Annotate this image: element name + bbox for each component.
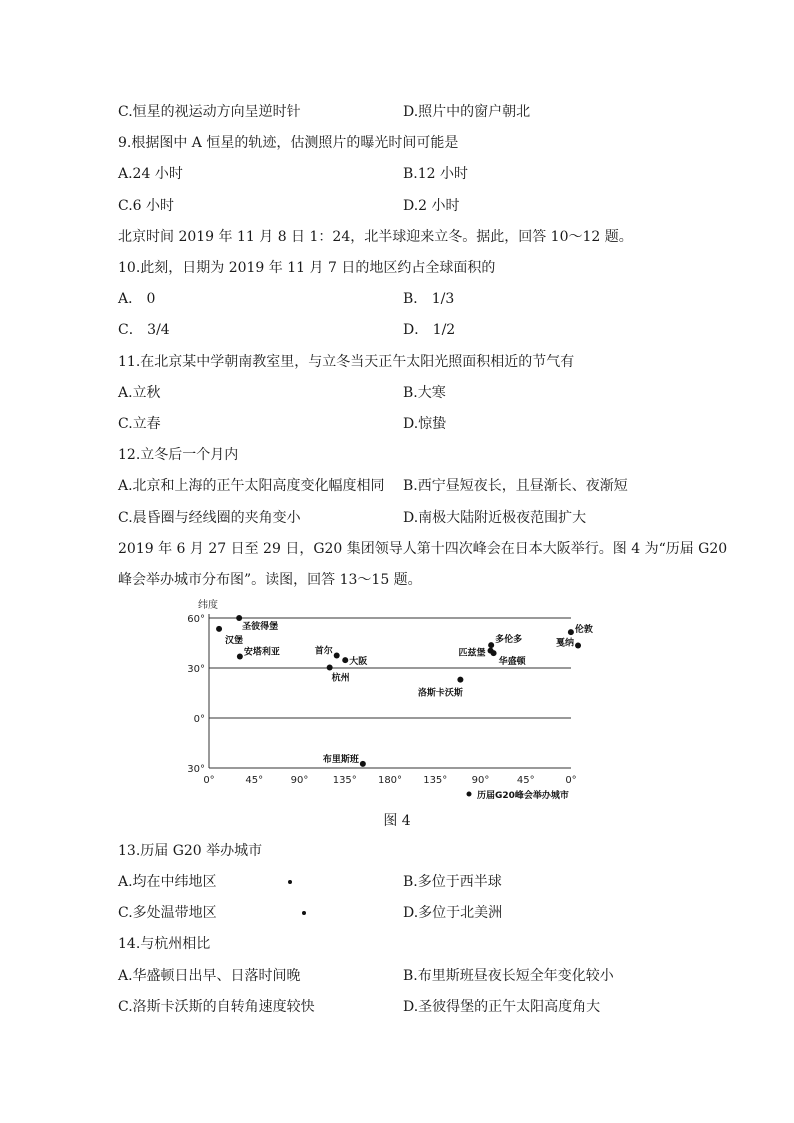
q11-option-c: C.立春	[118, 416, 161, 432]
g20-city-chart	[180, 594, 620, 804]
q12-option-b: B.西宁昼短夜长，且昼渐长、夜渐短	[403, 478, 628, 494]
city-label: 多伦多	[495, 635, 523, 646]
legend-label: 历届G20峰会举办城市	[477, 791, 569, 801]
q11-option-d: D.惊蛰	[403, 416, 447, 432]
y-tick-label: 30°	[187, 664, 205, 675]
q11-stem: 11.在北京某中学朝南教室里，与立冬当天正午太阳光照面积相近的节气有	[118, 354, 575, 370]
city-label: 安塔利亚	[243, 647, 280, 658]
city-label: 布里斯班	[322, 754, 359, 765]
intro-13-15-line1: 2019 年 6 月 27 日至 29 日，G20 集团领导人第十四次峰会在日本大阪举行。图 4 为“历届 G20	[118, 541, 728, 557]
x-tick-label: 0°	[203, 775, 215, 786]
q12-stem: 12.立冬后一个月内	[118, 447, 239, 463]
city-point	[216, 626, 222, 632]
q9-stem: 9.根据图中 A 恒星的轨迹，估测照片的曝光时间可能是	[118, 135, 459, 151]
q8-option-d: D.照片中的窗户朝北	[403, 104, 531, 120]
city-point	[334, 653, 340, 659]
q12-option-a: A.北京和上海的正午太阳高度变化幅度相同	[118, 478, 385, 494]
x-tick-label: 135°	[332, 775, 357, 786]
city-point	[237, 654, 243, 660]
x-tick-label: 180°	[377, 775, 403, 786]
city-point	[488, 642, 494, 648]
city-label: 华盛顿	[498, 657, 526, 668]
y-axis-label: 纬度	[198, 600, 218, 611]
city-label: 戛纳	[556, 638, 575, 649]
stray-dot	[302, 911, 306, 915]
city-label: 首尔	[314, 646, 333, 657]
city-label: 伦敦	[574, 625, 593, 636]
q14-option-c: C.洛斯卡沃斯的自转角速度较快	[118, 999, 315, 1015]
figure-caption: 图 4	[383, 813, 411, 829]
q8-option-c: C.恒星的视运动方向呈逆时针	[118, 104, 301, 120]
city-label: 圣彼得堡	[242, 622, 279, 632]
city-label: 匹兹堡	[458, 648, 486, 659]
city-point	[342, 657, 348, 663]
intro-13-15-line2: 峰会举办城市分布图”。读图，回答 13～15 题。	[118, 572, 422, 588]
q13-option-b: B.多位于西半球	[403, 874, 502, 890]
stray-dot	[288, 880, 292, 884]
q10-stem: 10.此刻，日期为 2019 年 11 月 7 日的地区约占全球面积的	[118, 260, 496, 276]
chart-labels	[187, 598, 593, 801]
city-point	[568, 629, 574, 635]
q9-option-d: D.2 小时	[403, 198, 460, 214]
intro-10-12: 北京时间 2019 年 11 月 8 日 1：24，北半球迎来立冬。据此，回答 10～12 题。	[118, 229, 633, 245]
q11-option-b: B.大寒	[403, 385, 446, 401]
y-tick-label: 0°	[193, 714, 205, 725]
q12-option-c: C.晨昏圈与经线圈的夹角变小	[118, 510, 301, 526]
legend-marker	[467, 792, 472, 797]
q10-option-b: B． 1/3	[403, 291, 455, 307]
x-tick-label: 90°	[471, 775, 490, 786]
q10-option-d: D． 1/2	[403, 322, 456, 338]
q14-option-a: A.华盛顿日出早、日落时间晚	[118, 968, 301, 984]
city-label: 杭州	[331, 673, 350, 684]
q12-option-d: D.南极大陆附近极夜范围扩大	[403, 510, 587, 526]
q13-option-d: D.多位于北美洲	[403, 905, 503, 921]
q10-option-a: A． 0	[118, 291, 156, 307]
q9-option-c: C.6 小时	[118, 198, 175, 214]
x-tick-label: 0°	[565, 775, 577, 786]
q13-option-c: C.多处温带地区	[118, 905, 217, 921]
y-tick-label: 30°	[187, 764, 205, 775]
city-point	[327, 665, 333, 671]
q9-option-a: A.24 小时	[118, 166, 183, 182]
x-tick-label: 45°	[516, 775, 535, 786]
q14-option-b: B.布里斯班昼夜长短全年变化较小	[403, 968, 614, 984]
city-label: 大阪	[349, 657, 368, 668]
x-tick-label: 135°	[423, 775, 448, 786]
q14-stem: 14.与杭州相比	[118, 936, 211, 952]
city-label: 汉堡	[225, 635, 244, 646]
city-point	[457, 677, 463, 683]
chart-marks	[216, 615, 581, 797]
y-tick-label: 60°	[187, 614, 205, 625]
city-point	[575, 643, 581, 649]
city-point	[360, 761, 366, 767]
q10-option-c: C． 3/4	[118, 322, 170, 338]
q13-option-a: A.均在中纬地区	[118, 874, 217, 890]
q13-stem: 13.历届 G20 举办城市	[118, 843, 263, 859]
x-tick-label: 45°	[245, 775, 264, 786]
city-point	[236, 615, 242, 621]
q14-option-d: D.圣彼得堡的正午太阳高度角大	[403, 999, 601, 1015]
city-point	[491, 650, 497, 656]
x-tick-label: 90°	[290, 775, 309, 786]
q9-option-b: B.12 小时	[403, 166, 469, 182]
city-label: 洛斯卡沃斯	[417, 688, 463, 699]
q11-option-a: A.立秋	[118, 385, 161, 401]
